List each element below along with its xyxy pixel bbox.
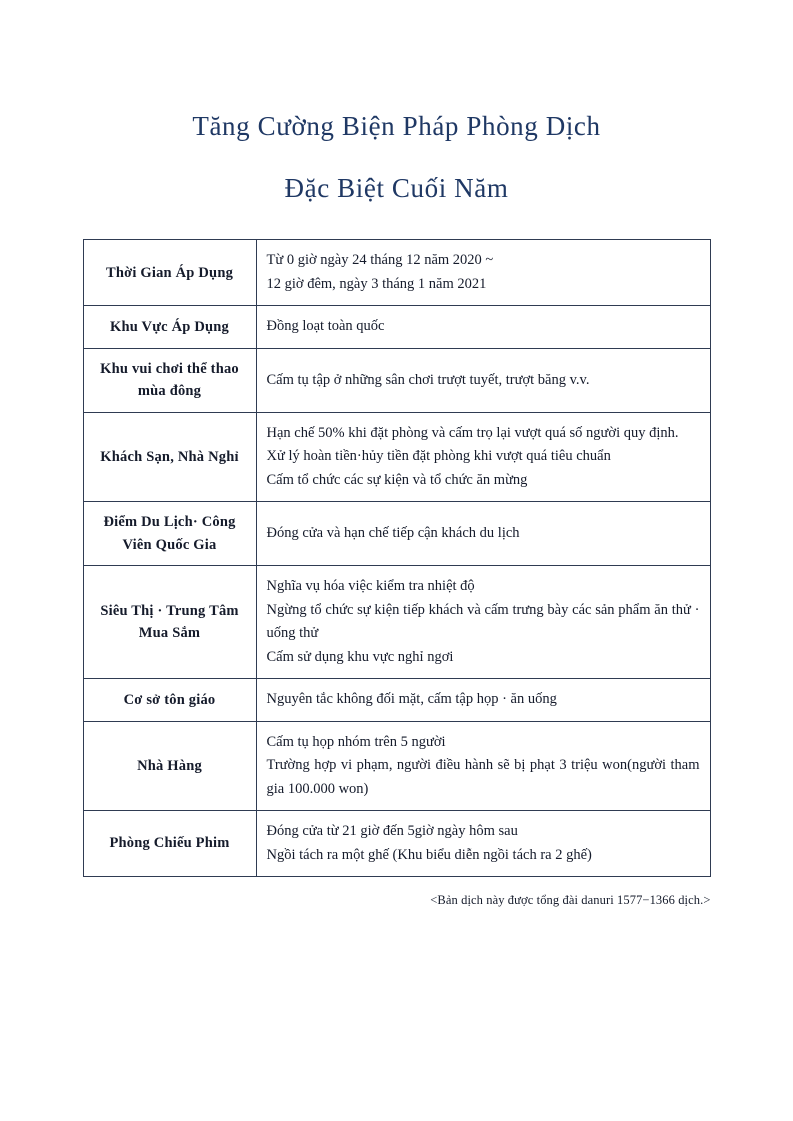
row-label-khu-vui-choi-the-thao-mua-dong xyxy=(83,348,256,412)
document-title xyxy=(0,0,793,203)
row-content-co-so-ton-giao xyxy=(256,679,710,721)
table-row xyxy=(83,721,710,810)
content-line: Đóng cửa từ 21 giờ đến 5giờ ngày hôm sau xyxy=(266,823,518,840)
table-row xyxy=(83,811,710,877)
table-row xyxy=(83,566,710,679)
label-line-1: Khu vui chơi thể xyxy=(100,360,207,377)
row-label-phong-chieu-phim xyxy=(83,811,256,877)
table-row xyxy=(83,240,710,306)
label-line-2: Trung Tâm Mua Sắm xyxy=(138,602,239,642)
content-line: Nghĩa vụ hóa việc kiểm tra nhiệt độ xyxy=(266,578,475,595)
label-line-1: Khu Vực xyxy=(109,318,168,335)
row-label-diem-du-lich-cong-vien-quoc-gia xyxy=(83,502,256,566)
measures-table xyxy=(83,239,711,877)
table-row xyxy=(83,412,710,501)
row-label-sieu-thi-trung-tam-mua-sam xyxy=(83,566,256,679)
measures-table-wrapper xyxy=(83,239,711,877)
row-content-khach-san-nha-nghi xyxy=(256,412,710,501)
label-line-1: Nhà Hàng xyxy=(137,757,202,774)
row-label-thoi-gian-ap-dung xyxy=(83,240,256,306)
content-line: Cấm tổ chức các sự kiện và tổ chức ăn mừng xyxy=(266,471,528,488)
row-content-khu-vuc-ap-dung xyxy=(256,306,710,348)
content-line: Hạn chế 50% khi đặt phòng và cấm trọ lại vượt quá số người quy định. xyxy=(266,424,679,441)
label-line-2: Công Viên Quốc Gia xyxy=(122,514,236,553)
label-line-1: Phòng Chiếu xyxy=(109,835,192,852)
row-content-sieu-thi-trung-tam-mua-sam xyxy=(256,566,710,679)
content-line: Cấm tụ tập ở những sân chơi trượt tuyết, trượt băng v.v. xyxy=(266,371,590,388)
content-line: Cấm sử dụng khu vực nghỉ ngơi xyxy=(266,648,454,665)
content-line: Đóng cửa và hạn chế tiếp cận khách du lịch xyxy=(266,524,520,541)
content-line: Ngừng tổ chức sự kiện tiếp khách và cấm trưng bày các sản phẩm ăn thử · uống thử xyxy=(266,601,700,642)
label-line-2: thao mùa đông xyxy=(137,360,239,400)
content-line: Từ 0 giờ ngày 24 tháng 12 năm 2020 ~ xyxy=(266,252,494,269)
label-line-1: Thời Gian xyxy=(105,264,172,281)
row-content-nha-hang xyxy=(256,721,710,810)
title-line-2: Đặc Biệt Cuối Năm xyxy=(284,172,509,203)
footer-note: <Bản dịch này được tổng đài danuri 1577−1366 dịch.> xyxy=(430,893,711,907)
label-line-1: Siêu Thị · xyxy=(100,602,163,619)
table-row xyxy=(83,502,710,566)
table-row xyxy=(83,348,710,412)
table-row xyxy=(83,679,710,721)
content-line: Cấm tụ họp nhóm trên 5 người xyxy=(266,733,446,750)
label-line-1: Điểm Du Lịch· xyxy=(103,514,198,531)
content-line: Xử lý hoàn tiền·hủy tiền đặt phòng khi vượt quá tiêu chuẩn xyxy=(266,448,611,465)
label-line-2: Phim xyxy=(195,835,230,852)
row-label-khu-vuc-ap-dung xyxy=(83,306,256,348)
content-line: 12 giờ đêm, ngày 3 tháng 1 năm 2021 xyxy=(266,275,487,292)
row-label-khach-san-nha-nghi xyxy=(83,412,256,501)
row-content-khu-vui-choi-the-thao-mua-dong xyxy=(256,348,710,412)
content-line: Trường hợp vi phạm, người điều hành sẽ bị phạt 3 triệu won(người tham gia 100.000 won) xyxy=(266,757,700,797)
row-content-diem-du-lich-cong-vien-quoc-gia xyxy=(256,502,710,566)
table-row xyxy=(83,306,710,348)
title-line-1: Tăng Cường Biện Pháp Phòng Dịch xyxy=(192,111,601,141)
row-label-nha-hang xyxy=(83,721,256,810)
measures-table-body xyxy=(83,240,710,877)
row-content-phong-chieu-phim xyxy=(256,811,710,877)
label-line-1: Khách Sạn, xyxy=(100,448,175,465)
label-line-1: Cơ sở tôn giáo xyxy=(123,691,216,708)
row-content-thoi-gian-ap-dung xyxy=(256,240,710,306)
label-line-2: Áp Dụng xyxy=(175,264,234,281)
row-label-co-so-ton-giao xyxy=(83,679,256,721)
content-line: Đồng loạt toàn quốc xyxy=(266,318,385,335)
label-line-2: Áp Dụng xyxy=(171,318,230,335)
content-line: Nguyên tắc không đối mặt, cấm tập họp · ăn uống xyxy=(266,691,557,708)
label-line-2: Nhà Nghỉ xyxy=(177,448,239,465)
content-line: Ngồi tách ra một ghế (Khu biểu diễn ngồi tách ra 2 ghế) xyxy=(266,846,592,863)
